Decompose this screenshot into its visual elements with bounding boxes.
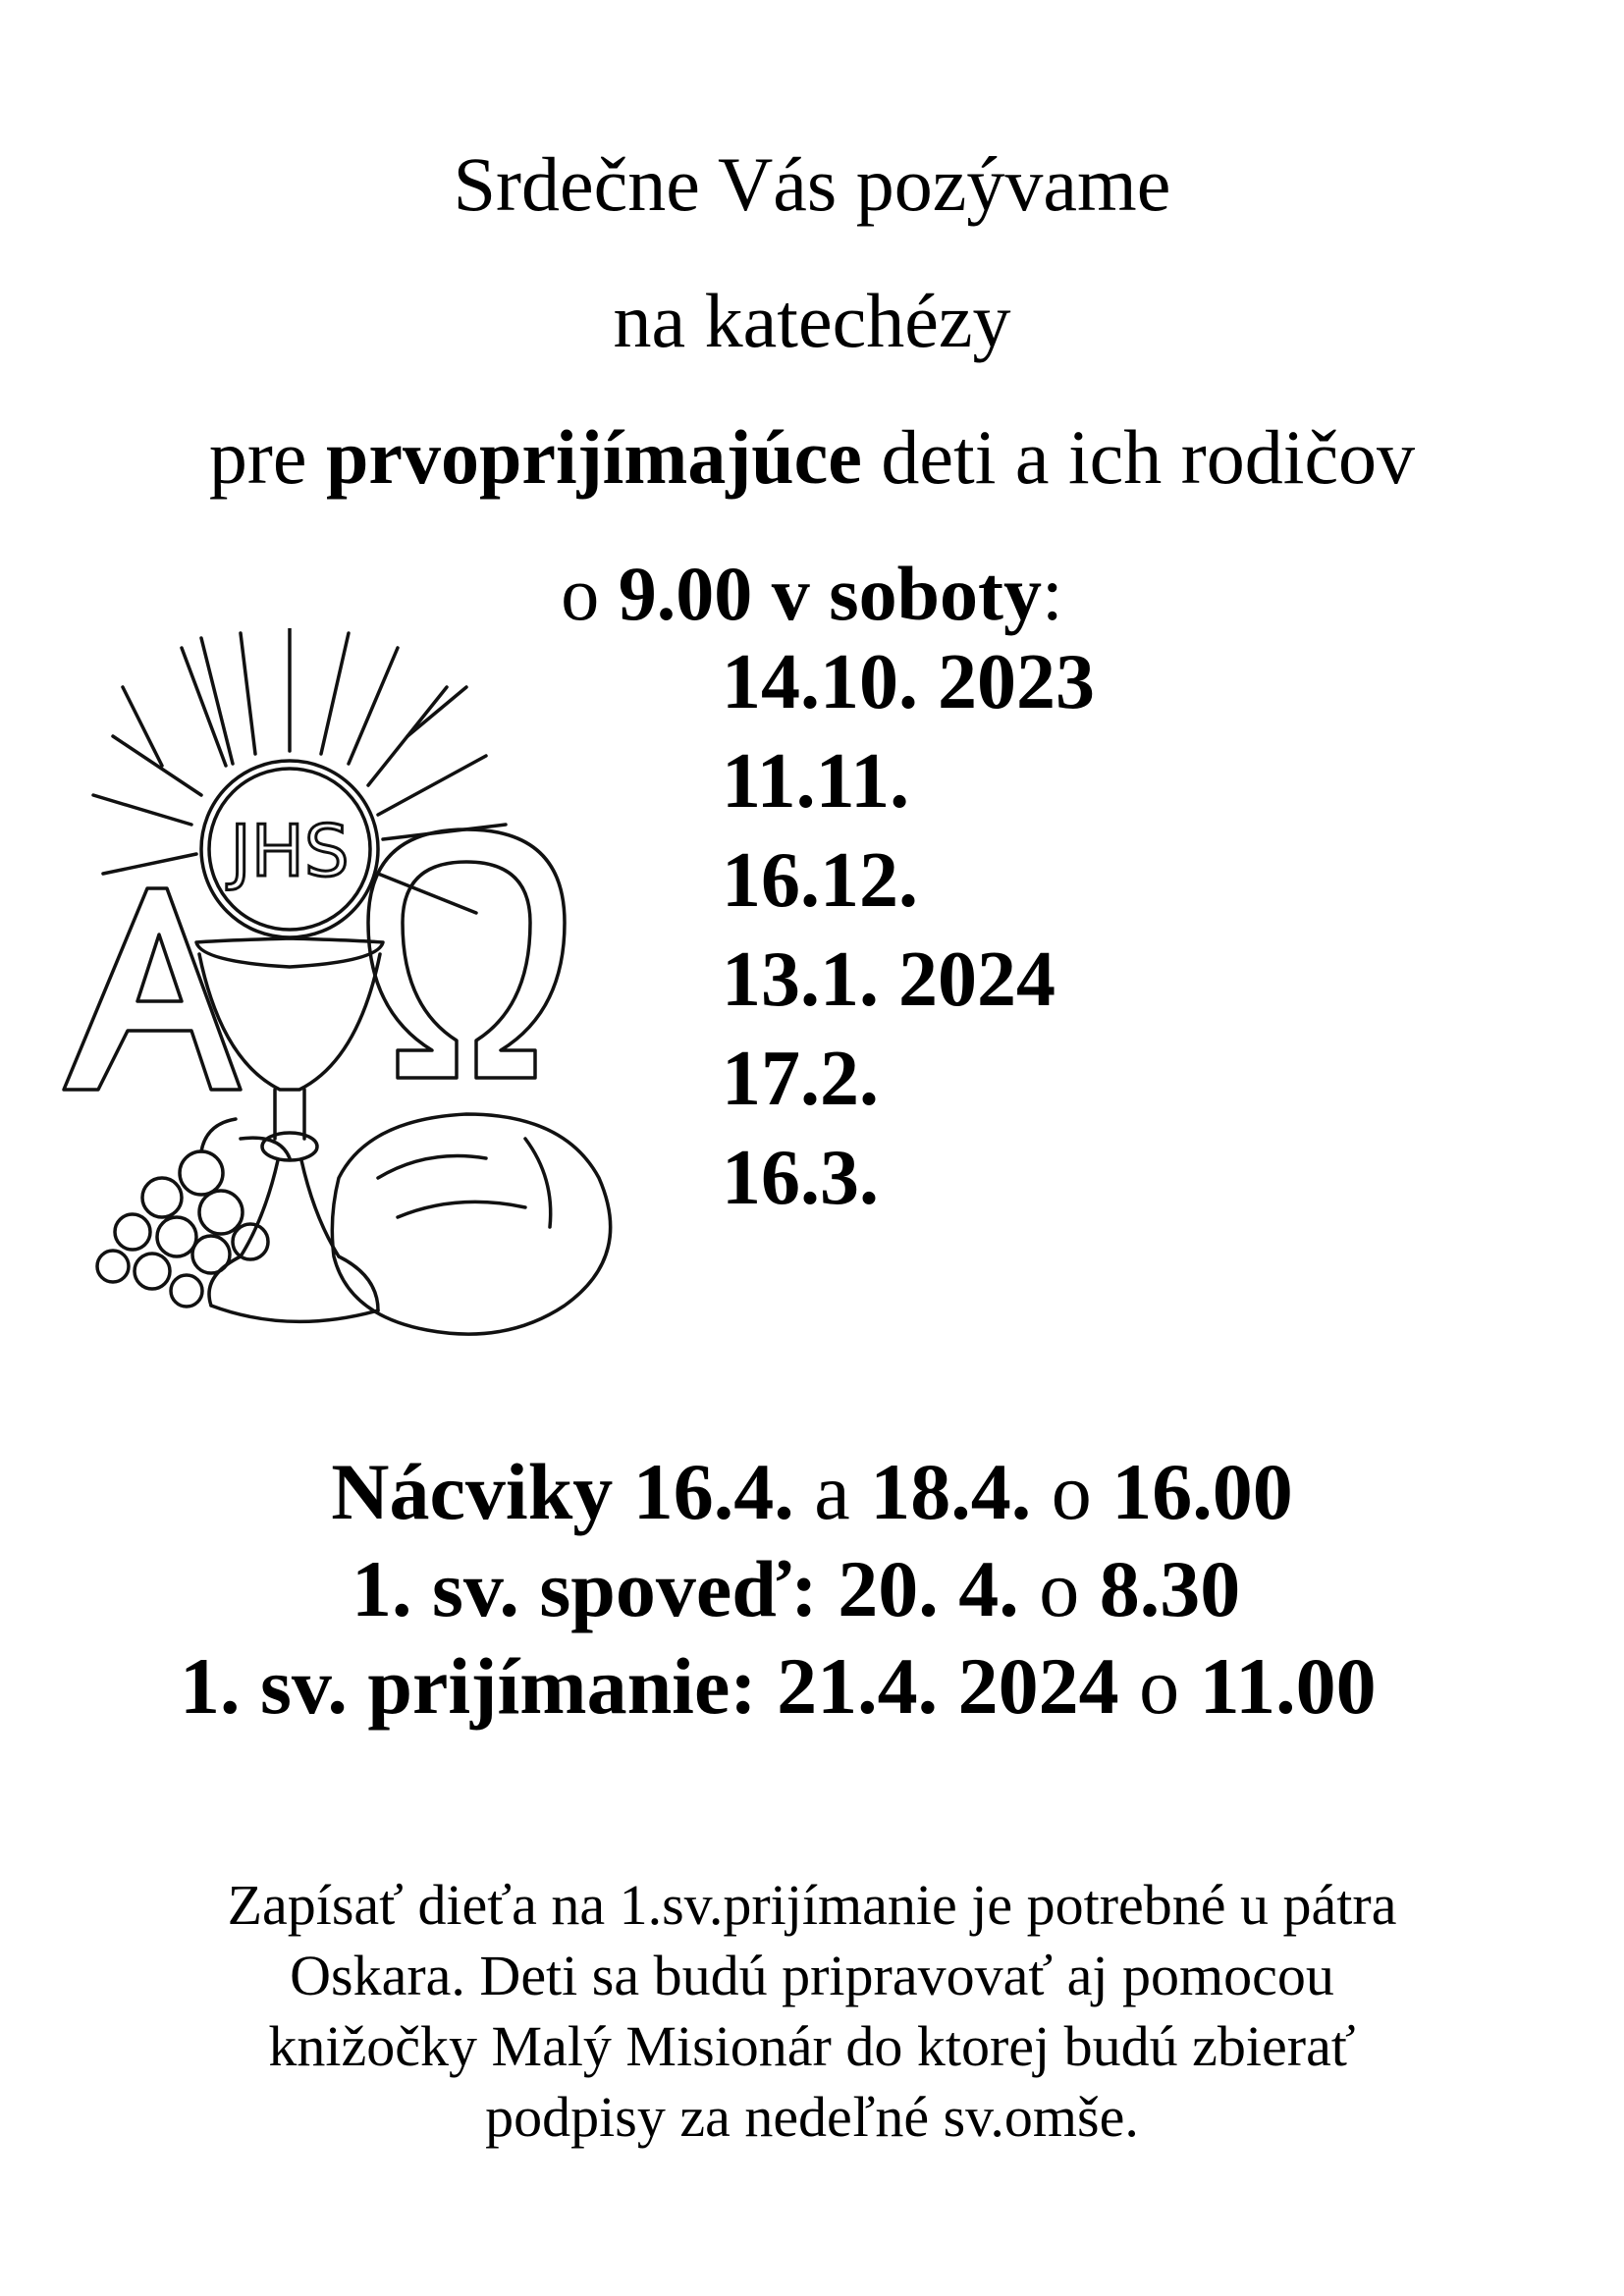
confession-at: o bbox=[1018, 1544, 1100, 1633]
invitation-line-1: Srdečne Vás pozývame bbox=[453, 141, 1171, 227]
date-item: 13.1. 2024 bbox=[722, 936, 1056, 1023]
invitation-line-4-post: : bbox=[1042, 551, 1063, 636]
practice-date-1: Nácviky 16.4. bbox=[331, 1447, 794, 1536]
communion-line bbox=[0, 1637, 1624, 1735]
note-line-4: podpisy za nedeľné sv.omše. bbox=[485, 2085, 1139, 2149]
communion-number: 1. bbox=[180, 1641, 241, 1731]
invitation-line-3 bbox=[0, 389, 1624, 525]
communion-time: 11.00 bbox=[1199, 1641, 1377, 1731]
invitation-line-2: na katechézy bbox=[613, 278, 1011, 363]
invitation-line-3-pre: pre bbox=[208, 414, 327, 500]
confession-number: 1. bbox=[352, 1544, 412, 1633]
events-block bbox=[0, 1443, 1624, 1735]
practice-time: 16.00 bbox=[1111, 1447, 1293, 1536]
invitation-line-3-post: deti a ich rodičov bbox=[861, 414, 1416, 500]
date-item: 16.12. bbox=[722, 837, 918, 924]
communion-date: sv. prijímanie: 21.4. 2024 bbox=[260, 1641, 1119, 1731]
date-item: 14.10. 2023 bbox=[722, 639, 1095, 725]
registration-note bbox=[0, 1870, 1624, 2153]
invitation-line-4-bold: 9.00 v soboty bbox=[618, 551, 1043, 636]
dates-list bbox=[722, 633, 1095, 1228]
date-item: 16.3. bbox=[722, 1135, 879, 1221]
practice-at: o bbox=[1031, 1447, 1112, 1536]
practice-and: a bbox=[793, 1447, 871, 1536]
date-item: 11.11. bbox=[722, 738, 910, 825]
invitation-heading bbox=[0, 116, 1624, 662]
communion-at: o bbox=[1118, 1641, 1200, 1731]
alpha-icon bbox=[64, 888, 241, 1090]
invitation-line-4-pre: o bbox=[561, 551, 619, 636]
eucharist-illustration bbox=[54, 628, 682, 1355]
date-item: 17.2. bbox=[722, 1036, 879, 1122]
practice-line bbox=[0, 1443, 1624, 1540]
chalice-icon bbox=[196, 938, 383, 1321]
confession-time: 8.30 bbox=[1099, 1544, 1241, 1633]
confession-line bbox=[0, 1540, 1624, 1637]
practice-date-2: 18.4. bbox=[870, 1447, 1032, 1536]
host-inscription: JHS bbox=[230, 810, 350, 892]
confession-date: sv. spoveď: 20. 4. bbox=[432, 1544, 1019, 1633]
bread-icon bbox=[332, 1114, 610, 1334]
omega-icon bbox=[368, 829, 565, 1078]
invitation-line-3-bold: prvoprijímajúce bbox=[326, 414, 862, 500]
note-line-1: Zapísať dieťa na 1.sv.prijímanie je potrebné u pátra bbox=[227, 1873, 1397, 1937]
note-line-2: Oskara. Deti sa budú pripravovať aj pomocou bbox=[290, 1944, 1334, 2007]
note-line-3: knižočky Malý Misionár do ktorej budú zbierať bbox=[268, 2014, 1356, 2078]
